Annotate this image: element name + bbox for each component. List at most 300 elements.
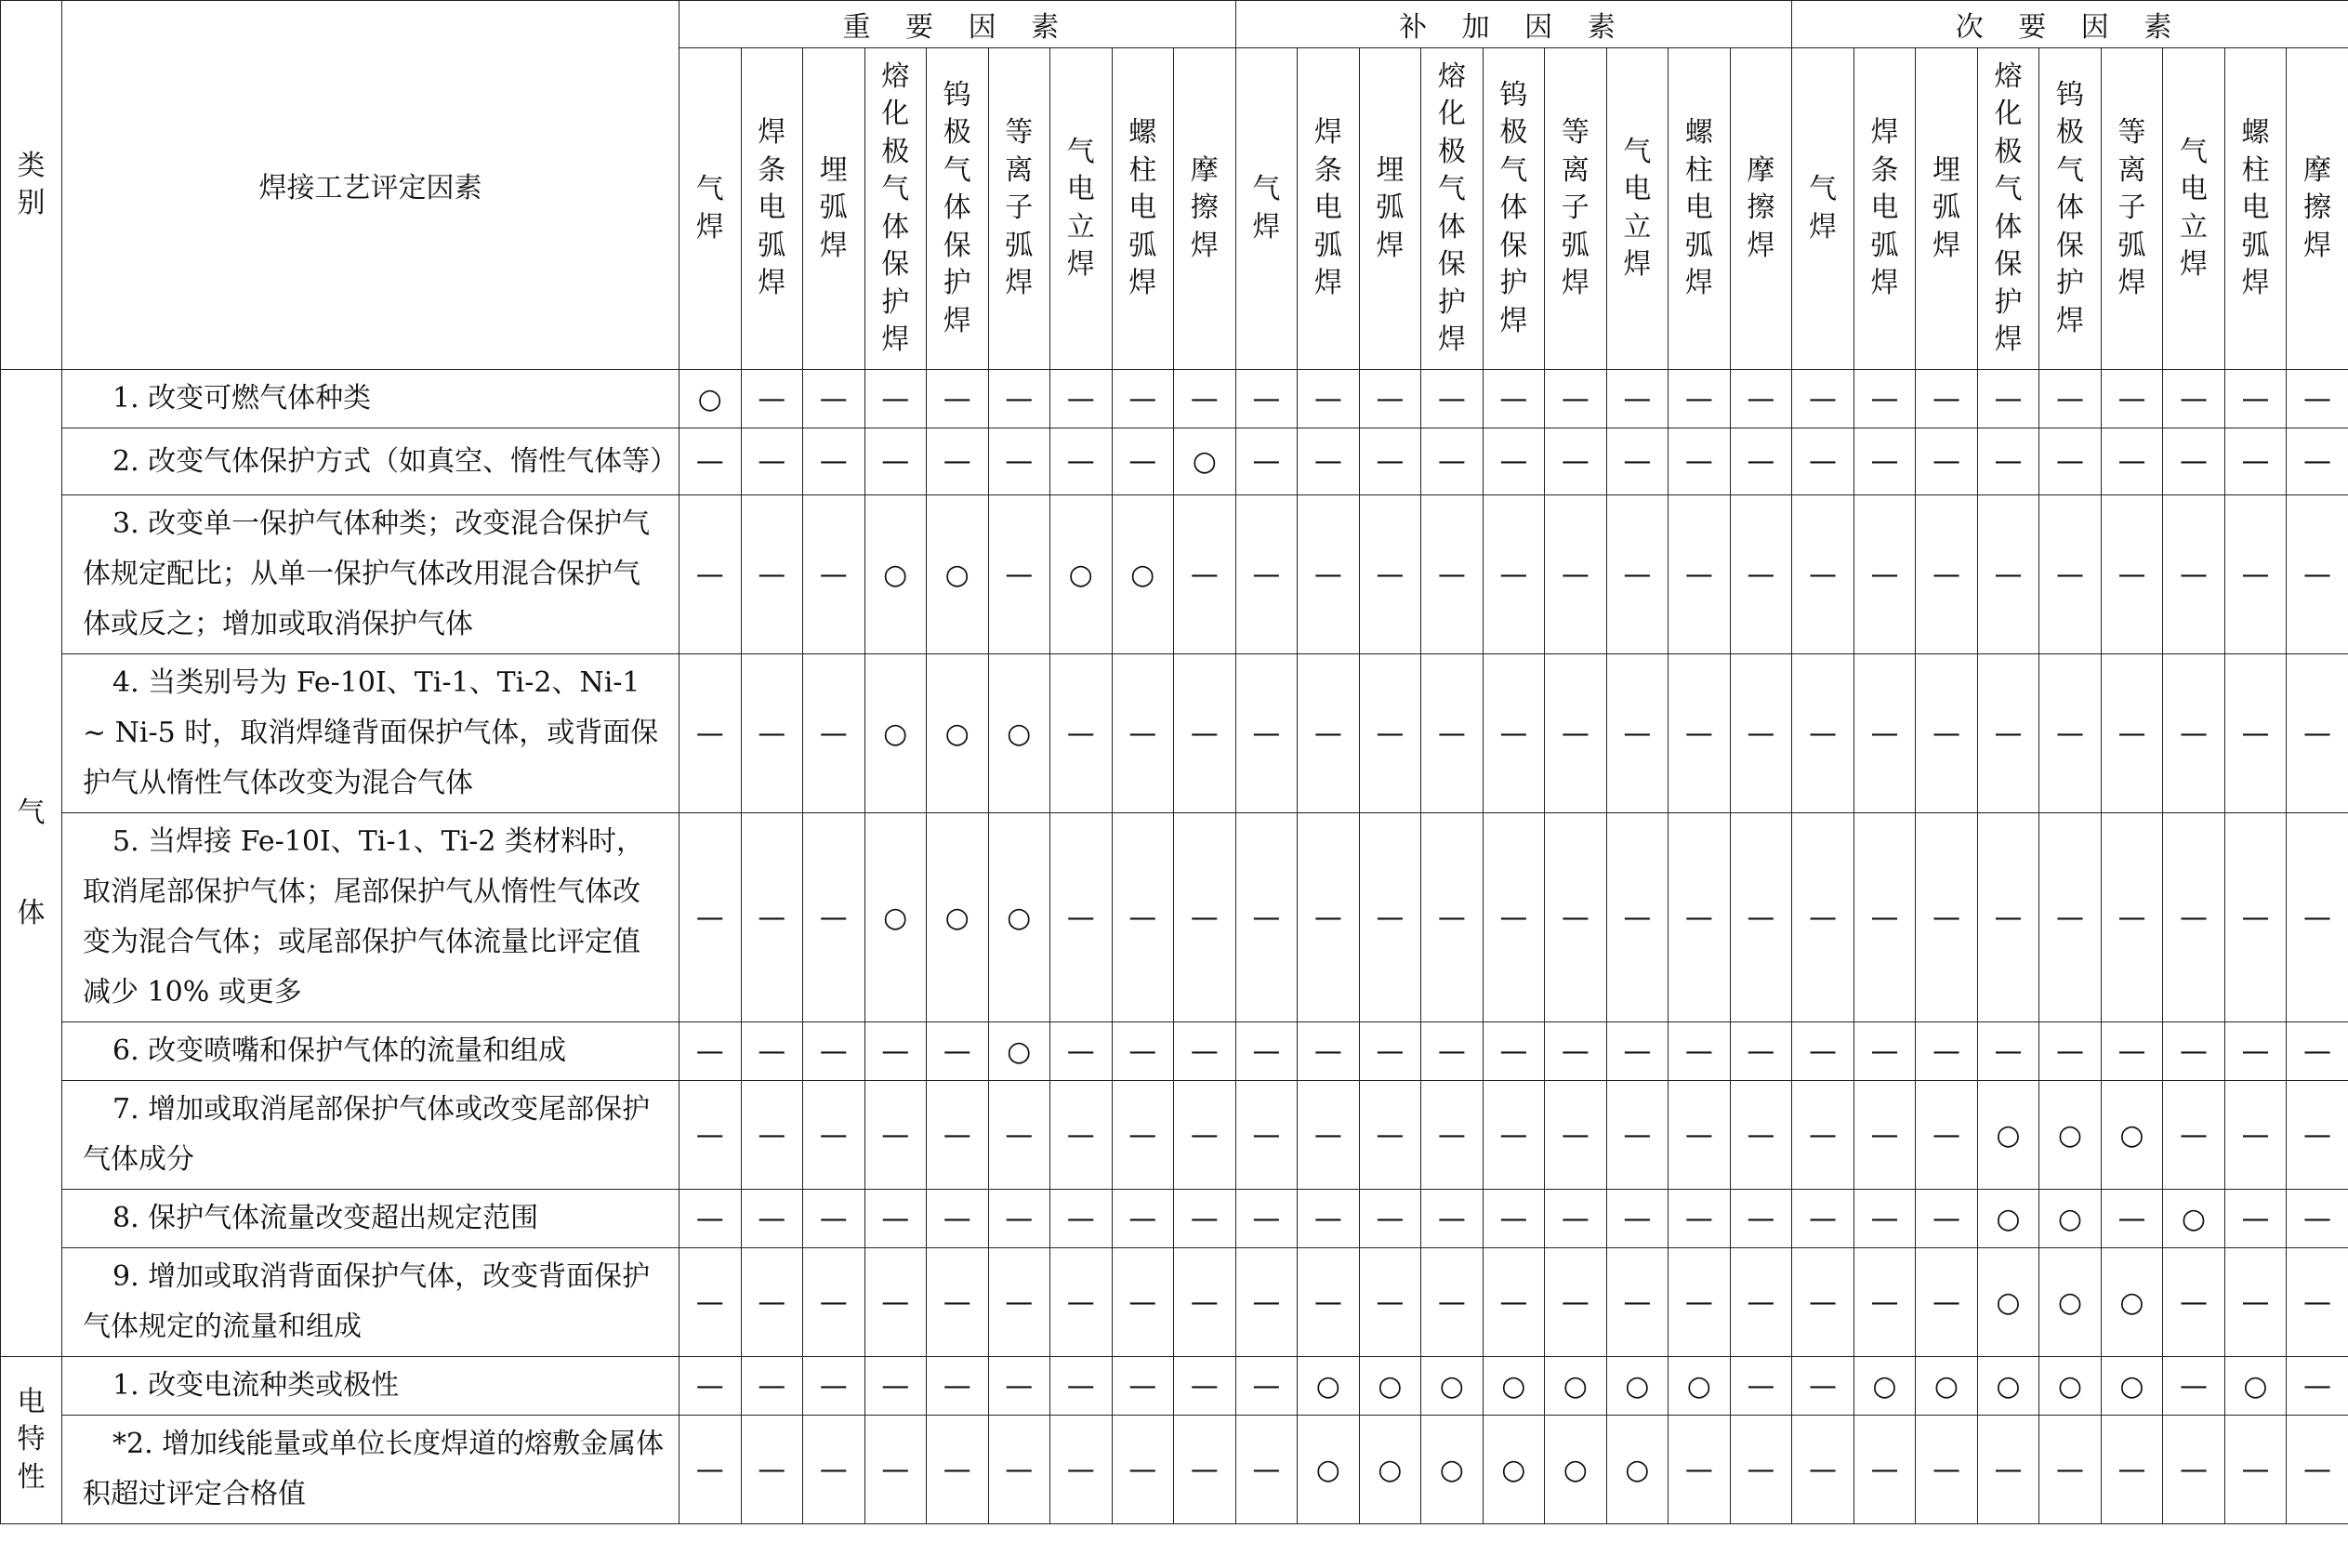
not-applicable-mark: —: [679, 1081, 742, 1190]
not-applicable-mark: —: [1421, 1081, 1484, 1190]
factor-text: 5. 当焊接 Fe-10I、Ti-1、Ti-2 类材料时，取消尾部保护气体；尾部保护气从惰性气体改变为混合气体；或尾部保护气体流量比评定值减少 10% 或更多: [83, 825, 644, 1008]
not-applicable-mark: —: [864, 428, 927, 495]
not-applicable-mark: —: [1606, 813, 1669, 1022]
applicable-mark: ○: [927, 654, 989, 813]
not-applicable-mark: —: [1050, 1081, 1113, 1190]
applicable-mark: ○: [2101, 1081, 2163, 1190]
factor-cell: [62, 495, 679, 654]
not-applicable-mark: —: [1977, 1416, 2039, 1524]
not-applicable-mark: —: [803, 370, 865, 428]
not-applicable-mark: —: [1050, 1357, 1113, 1416]
factor-cell: [62, 428, 679, 495]
applicable-mark: ○: [2224, 1357, 2287, 1416]
not-applicable-mark: —: [1916, 1190, 1978, 1248]
not-applicable-mark: —: [1853, 1248, 1916, 1357]
not-applicable-mark: —: [1483, 428, 1545, 495]
not-applicable-mark: —: [1174, 1357, 1236, 1416]
not-applicable-mark: —: [1298, 1022, 1360, 1081]
not-applicable-mark: —: [1669, 1416, 1731, 1524]
not-applicable-mark: —: [927, 1357, 989, 1416]
not-applicable-mark: —: [2039, 654, 2102, 813]
group-header-row: [1, 1, 2348, 48]
not-applicable-mark: —: [2287, 495, 2348, 654]
process-header-label: 等 离 子 弧 焊: [1561, 116, 1590, 300]
not-applicable-mark: —: [679, 1416, 742, 1524]
process-header-minor-1: [1792, 48, 1854, 370]
applicable-mark: ○: [1112, 495, 1174, 654]
table-row: [1, 1357, 2348, 1416]
process-header-label: 熔 化 极 气 体 保 护 焊: [1994, 59, 2023, 356]
not-applicable-mark: —: [2287, 370, 2348, 428]
not-applicable-mark: —: [1174, 1081, 1236, 1190]
process-header-important-6: [988, 48, 1050, 370]
process-header-important-7: [1050, 48, 1113, 370]
not-applicable-mark: —: [1359, 1081, 1421, 1190]
not-applicable-mark: —: [2163, 1248, 2225, 1357]
process-header-supplementary-7: [1606, 48, 1669, 370]
not-applicable-mark: —: [1421, 1190, 1484, 1248]
not-applicable-mark: —: [1050, 1022, 1113, 1081]
process-header-label: 钨 极 气 体 保 护 焊: [1499, 78, 1528, 337]
process-header-label: 熔 化 极 气 体 保 护 焊: [881, 59, 910, 356]
process-header-minor-8: [2224, 48, 2287, 370]
not-applicable-mark: —: [1359, 1022, 1421, 1081]
applicable-mark: ○: [1606, 1357, 1669, 1416]
process-header-label: 熔 化 极 气 体 保 护 焊: [1437, 59, 1466, 356]
not-applicable-mark: —: [1669, 813, 1731, 1022]
not-applicable-mark: —: [2163, 428, 2225, 495]
not-applicable-mark: —: [1606, 370, 1669, 428]
not-applicable-mark: —: [1916, 428, 1978, 495]
not-applicable-mark: —: [1606, 1190, 1669, 1248]
applicable-mark: ○: [1606, 1416, 1669, 1524]
applicable-mark: ○: [1359, 1357, 1421, 1416]
not-applicable-mark: —: [927, 1190, 989, 1248]
not-applicable-mark: —: [2163, 1357, 2225, 1416]
not-applicable-mark: —: [1545, 1081, 1607, 1190]
not-applicable-mark: —: [1050, 813, 1113, 1022]
not-applicable-mark: —: [1853, 495, 1916, 654]
not-applicable-mark: —: [1421, 370, 1484, 428]
not-applicable-mark: —: [1298, 1081, 1360, 1190]
not-applicable-mark: —: [741, 813, 803, 1022]
not-applicable-mark: —: [1174, 654, 1236, 813]
category-header-label: 类 别: [17, 149, 46, 219]
not-applicable-mark: —: [1359, 1248, 1421, 1357]
not-applicable-mark: —: [1050, 1190, 1113, 1248]
not-applicable-mark: —: [1730, 1081, 1792, 1190]
not-applicable-mark: —: [1235, 1081, 1298, 1190]
not-applicable-mark: —: [1916, 1416, 1978, 1524]
not-applicable-mark: —: [2224, 1248, 2287, 1357]
not-applicable-mark: —: [1359, 1190, 1421, 1248]
process-header-important-4: [864, 48, 927, 370]
not-applicable-mark: —: [2101, 654, 2163, 813]
process-header-label: 埋 弧 焊: [1376, 153, 1405, 262]
not-applicable-mark: —: [1421, 1022, 1484, 1081]
not-applicable-mark: —: [2287, 813, 2348, 1022]
not-applicable-mark: —: [1545, 495, 1607, 654]
not-applicable-mark: —: [1669, 495, 1731, 654]
not-applicable-mark: —: [1916, 1248, 1978, 1357]
not-applicable-mark: —: [2101, 495, 2163, 654]
not-applicable-mark: —: [2224, 1081, 2287, 1190]
not-applicable-mark: —: [1606, 1022, 1669, 1081]
not-applicable-mark: —: [1916, 654, 1978, 813]
not-applicable-mark: —: [2039, 428, 2102, 495]
not-applicable-mark: —: [1853, 1081, 1916, 1190]
table-row: [1, 813, 2348, 1022]
not-applicable-mark: —: [2287, 1416, 2348, 1524]
not-applicable-mark: —: [2039, 495, 2102, 654]
not-applicable-mark: —: [803, 813, 865, 1022]
not-applicable-mark: —: [679, 1248, 742, 1357]
not-applicable-mark: —: [1977, 428, 2039, 495]
not-applicable-mark: —: [1112, 1357, 1174, 1416]
process-header-label: 摩 擦 焊: [1747, 153, 1775, 262]
not-applicable-mark: —: [1359, 370, 1421, 428]
factor-text: 2. 改变气体保护方式（如真空、惰性气体等）: [112, 444, 679, 478]
not-applicable-mark: —: [988, 1190, 1050, 1248]
process-header-important-5: [927, 48, 989, 370]
process-header-label: 埋 弧 焊: [1932, 153, 1960, 262]
not-applicable-mark: —: [988, 428, 1050, 495]
factor-text: 6. 改变喷嘴和保护气体的流量和组成: [112, 1034, 567, 1067]
not-applicable-mark: —: [864, 1248, 927, 1357]
not-applicable-mark: —: [1235, 495, 1298, 654]
not-applicable-mark: —: [1669, 1081, 1731, 1190]
not-applicable-mark: —: [1730, 428, 1792, 495]
not-applicable-mark: —: [2101, 370, 2163, 428]
factor-text: 1. 改变电流种类或极性: [112, 1369, 400, 1402]
not-applicable-mark: —: [741, 1357, 803, 1416]
process-header-label: 气 焊: [695, 173, 724, 244]
not-applicable-mark: —: [1235, 813, 1298, 1022]
not-applicable-mark: —: [1916, 1081, 1978, 1190]
not-applicable-mark: —: [2287, 428, 2348, 495]
not-applicable-mark: —: [1853, 1022, 1916, 1081]
not-applicable-mark: —: [1669, 370, 1731, 428]
not-applicable-mark: —: [1853, 1416, 1916, 1524]
applicable-mark: ○: [2039, 1248, 2102, 1357]
applicable-mark: ○: [1977, 1190, 2039, 1248]
process-header-minor-6: [2101, 48, 2163, 370]
not-applicable-mark: —: [1112, 370, 1174, 428]
not-applicable-mark: —: [1792, 370, 1854, 428]
not-applicable-mark: —: [1174, 1416, 1236, 1524]
not-applicable-mark: —: [679, 813, 742, 1022]
process-header-label: 螺 柱 电 弧 焊: [1684, 116, 1713, 300]
process-header-supplementary-6: [1545, 48, 1607, 370]
not-applicable-mark: —: [803, 1416, 865, 1524]
not-applicable-mark: —: [1977, 654, 2039, 813]
not-applicable-mark: —: [1112, 1022, 1174, 1081]
factor-text: 1. 改变可燃气体种类: [112, 382, 372, 415]
not-applicable-mark: —: [2101, 1416, 2163, 1524]
process-header-label: 气 电 立 焊: [1066, 135, 1095, 281]
process-header-label: 焊 条 电 弧 焊: [1313, 116, 1342, 300]
process-header-label: 气 电 立 焊: [1623, 135, 1652, 281]
not-applicable-mark: —: [2287, 1357, 2348, 1416]
not-applicable-mark: —: [741, 428, 803, 495]
applicable-mark: ○: [2039, 1081, 2102, 1190]
not-applicable-mark: —: [1730, 813, 1792, 1022]
not-applicable-mark: —: [1483, 1022, 1545, 1081]
applicable-mark: ○: [1298, 1357, 1360, 1416]
applicable-mark: ○: [988, 813, 1050, 1022]
not-applicable-mark: —: [2163, 1416, 2225, 1524]
applicable-mark: ○: [1853, 1357, 1916, 1416]
not-applicable-mark: —: [864, 370, 927, 428]
not-applicable-mark: —: [803, 1357, 865, 1416]
applicable-mark: ○: [1916, 1357, 1978, 1416]
not-applicable-mark: —: [1483, 495, 1545, 654]
not-applicable-mark: —: [679, 654, 742, 813]
not-applicable-mark: —: [1545, 428, 1607, 495]
not-applicable-mark: —: [1359, 495, 1421, 654]
not-applicable-mark: —: [2287, 1081, 2348, 1190]
not-applicable-mark: —: [1421, 1248, 1484, 1357]
not-applicable-mark: —: [927, 1081, 989, 1190]
process-header-supplementary-8: [1669, 48, 1731, 370]
not-applicable-mark: —: [741, 654, 803, 813]
not-applicable-mark: —: [1298, 428, 1360, 495]
not-applicable-mark: —: [1792, 1190, 1854, 1248]
factor-cell: [62, 1357, 679, 1416]
applicable-mark: ○: [1977, 1357, 2039, 1416]
not-applicable-mark: —: [1359, 813, 1421, 1022]
not-applicable-mark: —: [2224, 1022, 2287, 1081]
not-applicable-mark: —: [1669, 1022, 1731, 1081]
not-applicable-mark: —: [1298, 495, 1360, 654]
process-header-label: 等 离 子 弧 焊: [1005, 116, 1034, 300]
applicable-mark: ○: [1050, 495, 1113, 654]
not-applicable-mark: —: [864, 1416, 927, 1524]
not-applicable-mark: —: [741, 1081, 803, 1190]
not-applicable-mark: —: [679, 495, 742, 654]
process-header-supplementary-5: [1483, 48, 1545, 370]
not-applicable-mark: —: [1916, 813, 1978, 1022]
not-applicable-mark: —: [1792, 1081, 1854, 1190]
not-applicable-mark: —: [1174, 1248, 1236, 1357]
group-header-important: 重 要 因 素: [679, 1, 1236, 48]
not-applicable-mark: —: [1792, 1022, 1854, 1081]
not-applicable-mark: —: [1669, 654, 1731, 813]
not-applicable-mark: —: [1483, 654, 1545, 813]
applicable-mark: ○: [1421, 1357, 1484, 1416]
applicable-mark: ○: [2163, 1190, 2225, 1248]
applicable-mark: ○: [2039, 1357, 2102, 1416]
not-applicable-mark: —: [803, 1190, 865, 1248]
not-applicable-mark: —: [1977, 813, 2039, 1022]
not-applicable-mark: —: [988, 1248, 1050, 1357]
not-applicable-mark: —: [988, 1081, 1050, 1190]
not-applicable-mark: —: [1545, 1022, 1607, 1081]
not-applicable-mark: —: [1606, 428, 1669, 495]
not-applicable-mark: —: [1298, 654, 1360, 813]
factor-header: [62, 1, 679, 370]
not-applicable-mark: —: [2039, 1416, 2102, 1524]
applicable-mark: ○: [1483, 1416, 1545, 1524]
not-applicable-mark: —: [1730, 1416, 1792, 1524]
not-applicable-mark: —: [1792, 654, 1854, 813]
not-applicable-mark: —: [1421, 654, 1484, 813]
not-applicable-mark: —: [1545, 1248, 1607, 1357]
not-applicable-mark: —: [1730, 495, 1792, 654]
applicable-mark: ○: [927, 495, 989, 654]
applicable-mark: ○: [1298, 1416, 1360, 1524]
not-applicable-mark: —: [1483, 1248, 1545, 1357]
process-header-minor-5: [2039, 48, 2102, 370]
not-applicable-mark: —: [1421, 428, 1484, 495]
applicable-mark: ○: [1174, 428, 1236, 495]
category-label: 电 特 性: [17, 1385, 46, 1494]
process-header-label: 钨 极 气 体 保 护 焊: [943, 78, 971, 337]
not-applicable-mark: —: [1730, 654, 1792, 813]
process-header-supplementary-2: [1298, 48, 1360, 370]
not-applicable-mark: —: [2163, 1081, 2225, 1190]
factor-cell: [62, 1248, 679, 1357]
process-header-important-1: [679, 48, 742, 370]
not-applicable-mark: —: [2224, 370, 2287, 428]
process-header-label: 钨 极 气 体 保 护 焊: [2055, 78, 2084, 337]
not-applicable-mark: —: [803, 1081, 865, 1190]
not-applicable-mark: —: [927, 1022, 989, 1081]
table-row: [1, 495, 2348, 654]
not-applicable-mark: —: [1792, 428, 1854, 495]
not-applicable-mark: —: [1235, 1190, 1298, 1248]
not-applicable-mark: —: [1853, 1190, 1916, 1248]
applicable-mark: ○: [1545, 1357, 1607, 1416]
not-applicable-mark: —: [1730, 1357, 1792, 1416]
category-cell: [1, 1357, 62, 1524]
applicable-mark: ○: [864, 813, 927, 1022]
factor-cell: [62, 370, 679, 428]
category-header: [1, 1, 62, 370]
not-applicable-mark: —: [2224, 1190, 2287, 1248]
category-label: 气 体: [17, 796, 46, 929]
not-applicable-mark: —: [1235, 654, 1298, 813]
process-header-minor-2: [1853, 48, 1916, 370]
not-applicable-mark: —: [1112, 1190, 1174, 1248]
not-applicable-mark: —: [2039, 813, 2102, 1022]
factor-text: 4. 当类别号为 Fe-10I、Ti-1、Ti-2、Ni-1 ~ Ni-5 时，取消焊缝背面保护气体，或背面保护气从惰性气体改变为混合气体: [83, 666, 659, 799]
process-header-supplementary-9: [1730, 48, 1792, 370]
not-applicable-mark: —: [2224, 495, 2287, 654]
not-applicable-mark: —: [741, 495, 803, 654]
not-applicable-mark: —: [1977, 495, 2039, 654]
factor-cell: [62, 813, 679, 1022]
not-applicable-mark: —: [927, 1248, 989, 1357]
process-header-important-8: [1112, 48, 1174, 370]
applicable-mark: ○: [2101, 1357, 2163, 1416]
not-applicable-mark: —: [2101, 1022, 2163, 1081]
applicable-mark: ○: [1483, 1357, 1545, 1416]
not-applicable-mark: —: [988, 1416, 1050, 1524]
not-applicable-mark: —: [1359, 428, 1421, 495]
not-applicable-mark: —: [803, 1022, 865, 1081]
not-applicable-mark: —: [2101, 1190, 2163, 1248]
factor-text: 8. 保护气体流量改变超出规定范围: [112, 1202, 539, 1234]
not-applicable-mark: —: [1730, 1190, 1792, 1248]
not-applicable-mark: —: [1235, 370, 1298, 428]
not-applicable-mark: —: [1853, 370, 1916, 428]
group-header-minor: 次 要 因 素: [1792, 1, 2348, 48]
not-applicable-mark: —: [1853, 813, 1916, 1022]
applicable-mark: ○: [864, 495, 927, 654]
not-applicable-mark: —: [2101, 428, 2163, 495]
factor-cell: [62, 654, 679, 813]
not-applicable-mark: —: [1235, 1022, 1298, 1081]
process-header-label: 焊 条 电 弧 焊: [1870, 116, 1899, 300]
not-applicable-mark: —: [679, 1190, 742, 1248]
process-header-label: 焊 条 电 弧 焊: [758, 116, 786, 300]
not-applicable-mark: —: [1235, 1248, 1298, 1357]
not-applicable-mark: —: [2224, 813, 2287, 1022]
not-applicable-mark: —: [1792, 813, 1854, 1022]
not-applicable-mark: —: [2039, 370, 2102, 428]
process-header-important-9: [1174, 48, 1236, 370]
not-applicable-mark: —: [1669, 1248, 1731, 1357]
process-header-label: 摩 擦 焊: [2303, 153, 2332, 262]
applicable-mark: ○: [864, 654, 927, 813]
not-applicable-mark: —: [927, 1416, 989, 1524]
not-applicable-mark: —: [679, 428, 742, 495]
not-applicable-mark: —: [1174, 495, 1236, 654]
table-row: [1, 1081, 2348, 1190]
not-applicable-mark: —: [1050, 1416, 1113, 1524]
process-header-label: 螺 柱 电 弧 焊: [2241, 116, 2270, 300]
not-applicable-mark: —: [1112, 1416, 1174, 1524]
factor-text: 7. 增加或取消尾部保护气体或改变尾部保护气体成分: [83, 1093, 651, 1176]
not-applicable-mark: —: [2163, 495, 2225, 654]
not-applicable-mark: —: [1730, 370, 1792, 428]
not-applicable-mark: —: [1669, 428, 1731, 495]
not-applicable-mark: —: [1916, 370, 1978, 428]
not-applicable-mark: —: [741, 1190, 803, 1248]
process-header-minor-9: [2287, 48, 2348, 370]
applicable-mark: ○: [927, 813, 989, 1022]
applicable-mark: ○: [1545, 1416, 1607, 1524]
not-applicable-mark: —: [803, 1248, 865, 1357]
not-applicable-mark: —: [1792, 1416, 1854, 1524]
factor-cell: [62, 1416, 679, 1524]
process-header-minor-4: [1977, 48, 2039, 370]
not-applicable-mark: —: [1421, 813, 1484, 1022]
not-applicable-mark: —: [988, 495, 1050, 654]
not-applicable-mark: —: [1050, 370, 1113, 428]
not-applicable-mark: —: [1050, 1248, 1113, 1357]
not-applicable-mark: —: [1050, 428, 1113, 495]
not-applicable-mark: —: [1483, 370, 1545, 428]
process-header-label: 气 焊: [1252, 173, 1281, 244]
group-header-supplementary: 补 加 因 素: [1235, 1, 1792, 48]
not-applicable-mark: —: [1545, 1190, 1607, 1248]
not-applicable-mark: —: [988, 1357, 1050, 1416]
not-applicable-mark: —: [1545, 370, 1607, 428]
not-applicable-mark: —: [1853, 428, 1916, 495]
not-applicable-mark: —: [1112, 1081, 1174, 1190]
not-applicable-mark: —: [2224, 654, 2287, 813]
not-applicable-mark: —: [1606, 1081, 1669, 1190]
not-applicable-mark: —: [2287, 654, 2348, 813]
table-row: [1, 1022, 2348, 1081]
table-row: [1, 428, 2348, 495]
not-applicable-mark: —: [927, 370, 989, 428]
not-applicable-mark: —: [1730, 1248, 1792, 1357]
not-applicable-mark: —: [679, 1022, 742, 1081]
not-applicable-mark: —: [2224, 428, 2287, 495]
